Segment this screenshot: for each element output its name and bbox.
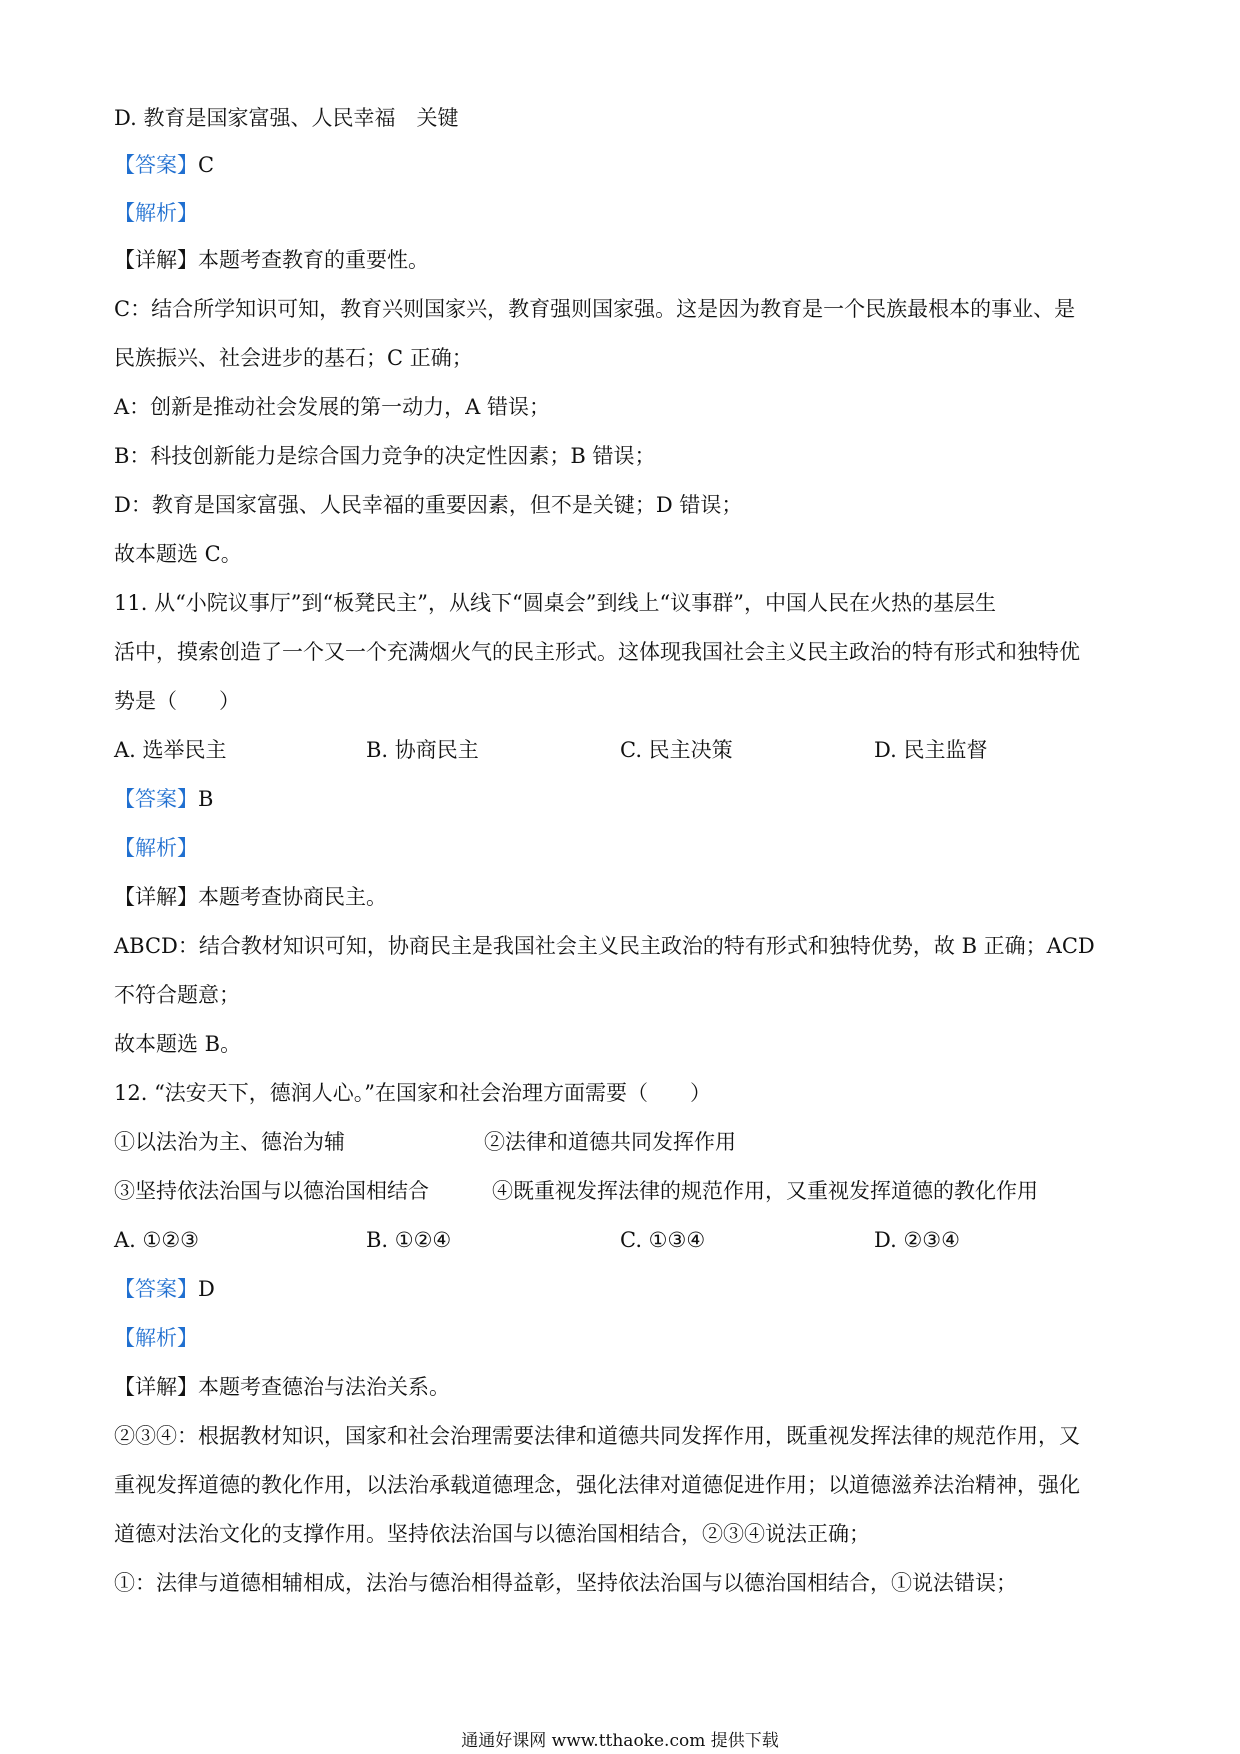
statement-2: ②法律和道德共同发挥作用: [484, 1130, 736, 1154]
option-b-q11: B. 协商民主: [366, 738, 479, 762]
conclusion-q10: 故本题选 C。: [114, 542, 242, 566]
question-11-stem: 势是（ ）: [114, 689, 240, 713]
explanation-line: ②③④：根据教材知识，国家和社会治理需要法律和道德共同发挥作用，既重视发挥法律的规范作用，又: [114, 1424, 1080, 1448]
explanation-line: 重视发挥道德的教化作用，以法治承载道德理念，强化法律对道德促进作用；以道德滋养法治精神，强化: [114, 1473, 1080, 1497]
explanation-line: B：科技创新能力是综合国力竞争的决定性因素；B 错误；: [114, 444, 656, 468]
option-d-q10: D. 教育是国家富强、人民幸福 关键: [114, 106, 459, 130]
detail-q10: 【详解】本题考查教育的重要性。: [114, 248, 429, 272]
explanation-line: ①：法律与道德相辅相成，法治与德治相得益彰，坚持依法治国与以德治国相结合，①说法错误；: [114, 1571, 1017, 1595]
analysis-tag-q12: 【解析】: [114, 1326, 198, 1350]
question-11-stem: 活中，摸索创造了一个又一个充满烟火气的民主形式。这体现我国社会主义民主政治的特有形式和独特优: [114, 640, 1080, 664]
page-footer: 通通好课网 www.tthaoke.com 提供下载: [461, 1731, 779, 1751]
option-b-q12: B. ①②④: [366, 1228, 452, 1252]
detail-q11: 【详解】本题考查协商民主。: [114, 885, 387, 909]
answer-q10: [114, 150, 214, 180]
explanation-line: 民族振兴、社会进步的基石；C 正确；: [114, 346, 473, 370]
explanation-line: A：创新是推动社会发展的第一动力，A 错误；: [114, 395, 551, 419]
analysis-tag-q10: 【解析】: [114, 201, 198, 225]
statement-1: ①以法治为主、德治为辅: [114, 1130, 345, 1154]
explanation-line: D：教育是国家富强、人民幸福的重要因素，但不是关键；D 错误；: [114, 493, 743, 517]
conclusion-q11: 故本题选 B。: [114, 1032, 242, 1056]
answer-value: D: [198, 1277, 215, 1301]
answer-q11: [114, 784, 213, 814]
statement-4: ④既重视发挥法律的规范作用，又重视发挥道德的教化作用: [492, 1179, 1038, 1203]
option-a-q11: A. 选举民主: [114, 738, 227, 762]
explanation-line: 不符合题意；: [114, 983, 240, 1007]
option-c-q12: C. ①③④: [620, 1228, 706, 1252]
explanation-line: C：结合所学知识可知，教育兴则国家兴，教育强则国家强。这是因为教育是一个民族最根本的事业、是: [114, 297, 1076, 321]
answer-value: B: [198, 787, 214, 811]
answer-value: C: [198, 153, 215, 177]
question-12-stem: 12. “法安天下，德润人心。”在国家和社会治理方面需要（ ）: [114, 1081, 712, 1105]
analysis-tag-q11: 【解析】: [114, 836, 198, 860]
answer-tag: 【答案】: [114, 153, 198, 177]
explanation-line: 道德对法治文化的支撑作用。坚持依法治国与以德治国相结合，②③④说法正确；: [114, 1522, 870, 1546]
statement-3: ③坚持依法治国与以德治国相结合: [114, 1179, 429, 1203]
option-c-q11: C. 民主决策: [620, 738, 733, 762]
answer-tag: 【答案】: [114, 787, 198, 811]
answer-q12: [114, 1274, 215, 1304]
explanation-line: ABCD：结合教材知识可知，协商民主是我国社会主义民主政治的特有形式和独特优势，故 B 正确；ACD: [114, 934, 1095, 958]
question-11-stem: 11. 从“小院议事厅”到“板凳民主”，从线下“圆桌会”到线上“议事群”，中国人民在火热的基层生: [114, 591, 996, 615]
option-d-q12: D. ②③④: [874, 1228, 960, 1252]
detail-q12: 【详解】本题考查德治与法治关系。: [114, 1375, 450, 1399]
option-a-q12: A. ①②③: [114, 1228, 199, 1252]
answer-tag: 【答案】: [114, 1277, 198, 1301]
option-d-q11: D. 民主监督: [874, 738, 988, 762]
